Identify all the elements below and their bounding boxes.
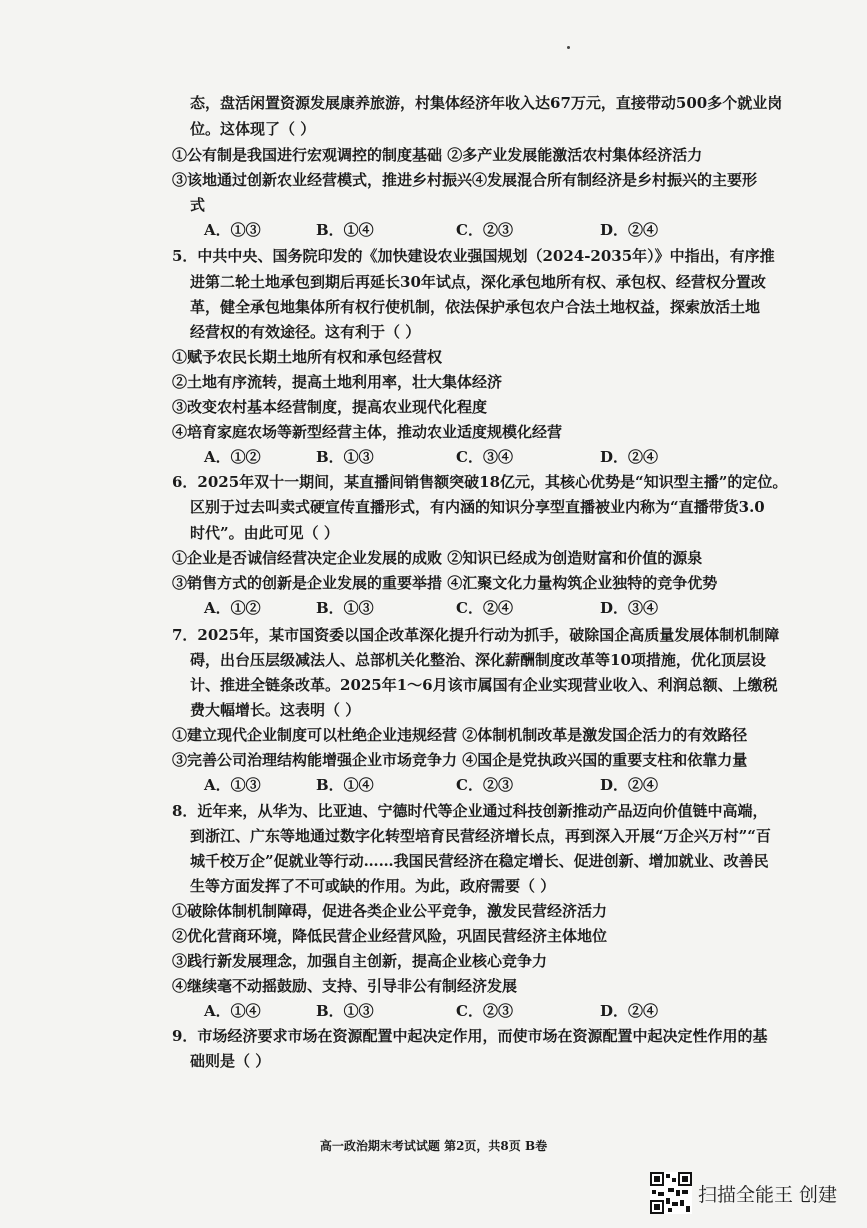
q8-choice-line: ②优化营商环境，降低民营企业经营风险，巩固民营经济主体地位	[172, 927, 608, 945]
speck-mark	[567, 46, 570, 49]
option-c: C．②④	[456, 599, 513, 617]
option-d: D．②④	[600, 1002, 659, 1020]
option-a: A．①②	[204, 448, 261, 466]
q5-text-line: 经营权的有效途径。这有利于（ ）	[190, 323, 421, 341]
option-a: A．①④	[204, 1002, 261, 1020]
q7-text-line: 碍，出台压层级减法人、总部机关化整治、深化薪酬制度改革等10项措施，优化顶层设	[190, 651, 766, 669]
q6-text-line: 6．2025年双十一期间，某直播间销售额突破18亿元，其核心优势是“知识型主播”的定位。	[172, 473, 788, 491]
q9-text-line: 础则是（ ）	[190, 1052, 271, 1070]
option-b: B．①③	[316, 1002, 374, 1020]
q6-choice-line: ①企业是否诚信经营决定企业发展的成败 ②知识已经成为创造财富和价值的源泉	[172, 549, 703, 567]
q7-text-line: 费大幅增长。这表明（ ）	[190, 701, 361, 719]
option-b: B．①③	[316, 448, 374, 466]
q5-text-line: 革，健全承包地集体所有权行使机制，依法保护承包农户合法土地权益，探索放活土地	[190, 298, 761, 316]
q4-choice-line: 式	[190, 196, 206, 214]
q8-text-line: 到浙江、广东等地通过数字化转型培育民营经济增长点，再到深入开展“万企兴万村”“百	[190, 827, 771, 845]
q7-choice-line: ③完善公司治理结构能增强企业市场竞争力 ④国企是党执政兴国的重要支柱和依靠力量	[172, 751, 748, 769]
watermark-text: 扫描全能王 创建	[698, 1184, 838, 1206]
option-c: C．③④	[456, 448, 513, 466]
q8-choice-line: ④继续毫不动摇鼓励、支持、引导非公有制经济发展	[172, 977, 518, 995]
option-c: C．②③	[456, 776, 513, 794]
option-d: D．②④	[600, 776, 659, 794]
option-a: A．①②	[204, 599, 261, 617]
q4-choice-line: ①公有制是我国进行宏观调控的制度基础 ②多产业发展能激活农村集体经济活力	[172, 146, 703, 164]
q5-text-line: 进第二轮土地承包到期后再延长30年试点，深化承包地所有权、承包权、经营权分置改	[190, 273, 766, 291]
q5-choice-line: ④培育家庭农场等新型经营主体，推动农业适度规模化经营	[172, 423, 563, 441]
q6-choice-line: ③销售方式的创新是企业发展的重要举措 ④汇聚文化力量构筑企业独特的竞争优势	[172, 574, 718, 592]
q6-text-line: 区别于过去叫卖式硬宣传直播形式，有内涵的知识分享型直播被业内称为“直播带货3.0	[190, 498, 765, 516]
q8-choice-line: ①破除体制机制障碍，促进各类企业公平竞争，激发民营经济活力	[172, 902, 608, 920]
q8-text-line: 生等方面发挥了不可或缺的作用。为此，政府需要（ ）	[190, 877, 556, 895]
option-b: B．①④	[316, 221, 374, 239]
option-b: B．①④	[316, 776, 374, 794]
q5-text-line: 5．中共中央、国务院印发的《加快建设农业强国规划（2024-2035年）》中指出，有序推	[172, 247, 775, 265]
option-d: D．②④	[600, 448, 659, 466]
option-d: D．②④	[600, 221, 659, 239]
scanner-watermark	[650, 1172, 860, 1222]
q6-text-line: 时代”。由此可见（ ）	[190, 524, 339, 542]
q9-text-line: 9．市场经济要求市场在资源配置中起决定作用，而使市场在资源配置中起决定性作用的基	[172, 1027, 768, 1045]
option-b: B．①③	[316, 599, 374, 617]
option-c: C．②③	[456, 221, 513, 239]
q5-choice-line: ②土地有序流转，提高土地利用率，壮大集体经济	[172, 373, 503, 391]
q7-text-line: 计、推进全链条改革。2025年1～6月该市属国有企业实现营业收入、利润总额、上缴税	[190, 676, 778, 694]
option-c: C．②③	[456, 1002, 513, 1020]
option-a: A．①③	[204, 221, 261, 239]
option-d: D．③④	[600, 599, 659, 617]
q8-text-line: 城千校万企”促就业等行动……我国民营经济在稳定增长、促进创新、增加就业、改善民	[190, 852, 769, 870]
q5-choice-line: ③改变农村基本经营制度，提高农业现代化程度	[172, 398, 488, 416]
q8-text-line: 8．近年来，从华为、比亚迪、宁德时代等企业通过科技创新推动产品迈向价值链中高端，	[172, 802, 768, 820]
q5-choice-line: ①赋予农民长期土地所有权和承包经营权	[172, 348, 443, 366]
q7-text-line: 7．2025年，某市国资委以国企改革深化提升行动为抓手，破除国企高质量发展体制机制障	[172, 626, 780, 644]
q4-text-line: 位。这体现了（ ）	[190, 120, 316, 138]
qr-code-icon	[650, 1172, 692, 1214]
q4-text-line: 态，盘活闲置资源发展康养旅游，村集体经济年收入达67万元，直接带动500多个就业岗	[190, 94, 783, 112]
q8-choice-line: ③践行新发展理念，加强自主创新，提高企业核心竞争力	[172, 952, 548, 970]
q4-choice-line: ③该地通过创新农业经营模式，推进乡村振兴④发展混合所有制经济是乡村振兴的主要形	[172, 171, 758, 189]
page-footer: 高一政治期末考试试题 第2页，共8页 B卷	[319, 1139, 548, 1153]
option-a: A．①③	[204, 776, 261, 794]
q7-choice-line: ①建立现代企业制度可以杜绝企业违规经营 ②体制机制改革是激发国企活力的有效路径	[172, 726, 748, 744]
